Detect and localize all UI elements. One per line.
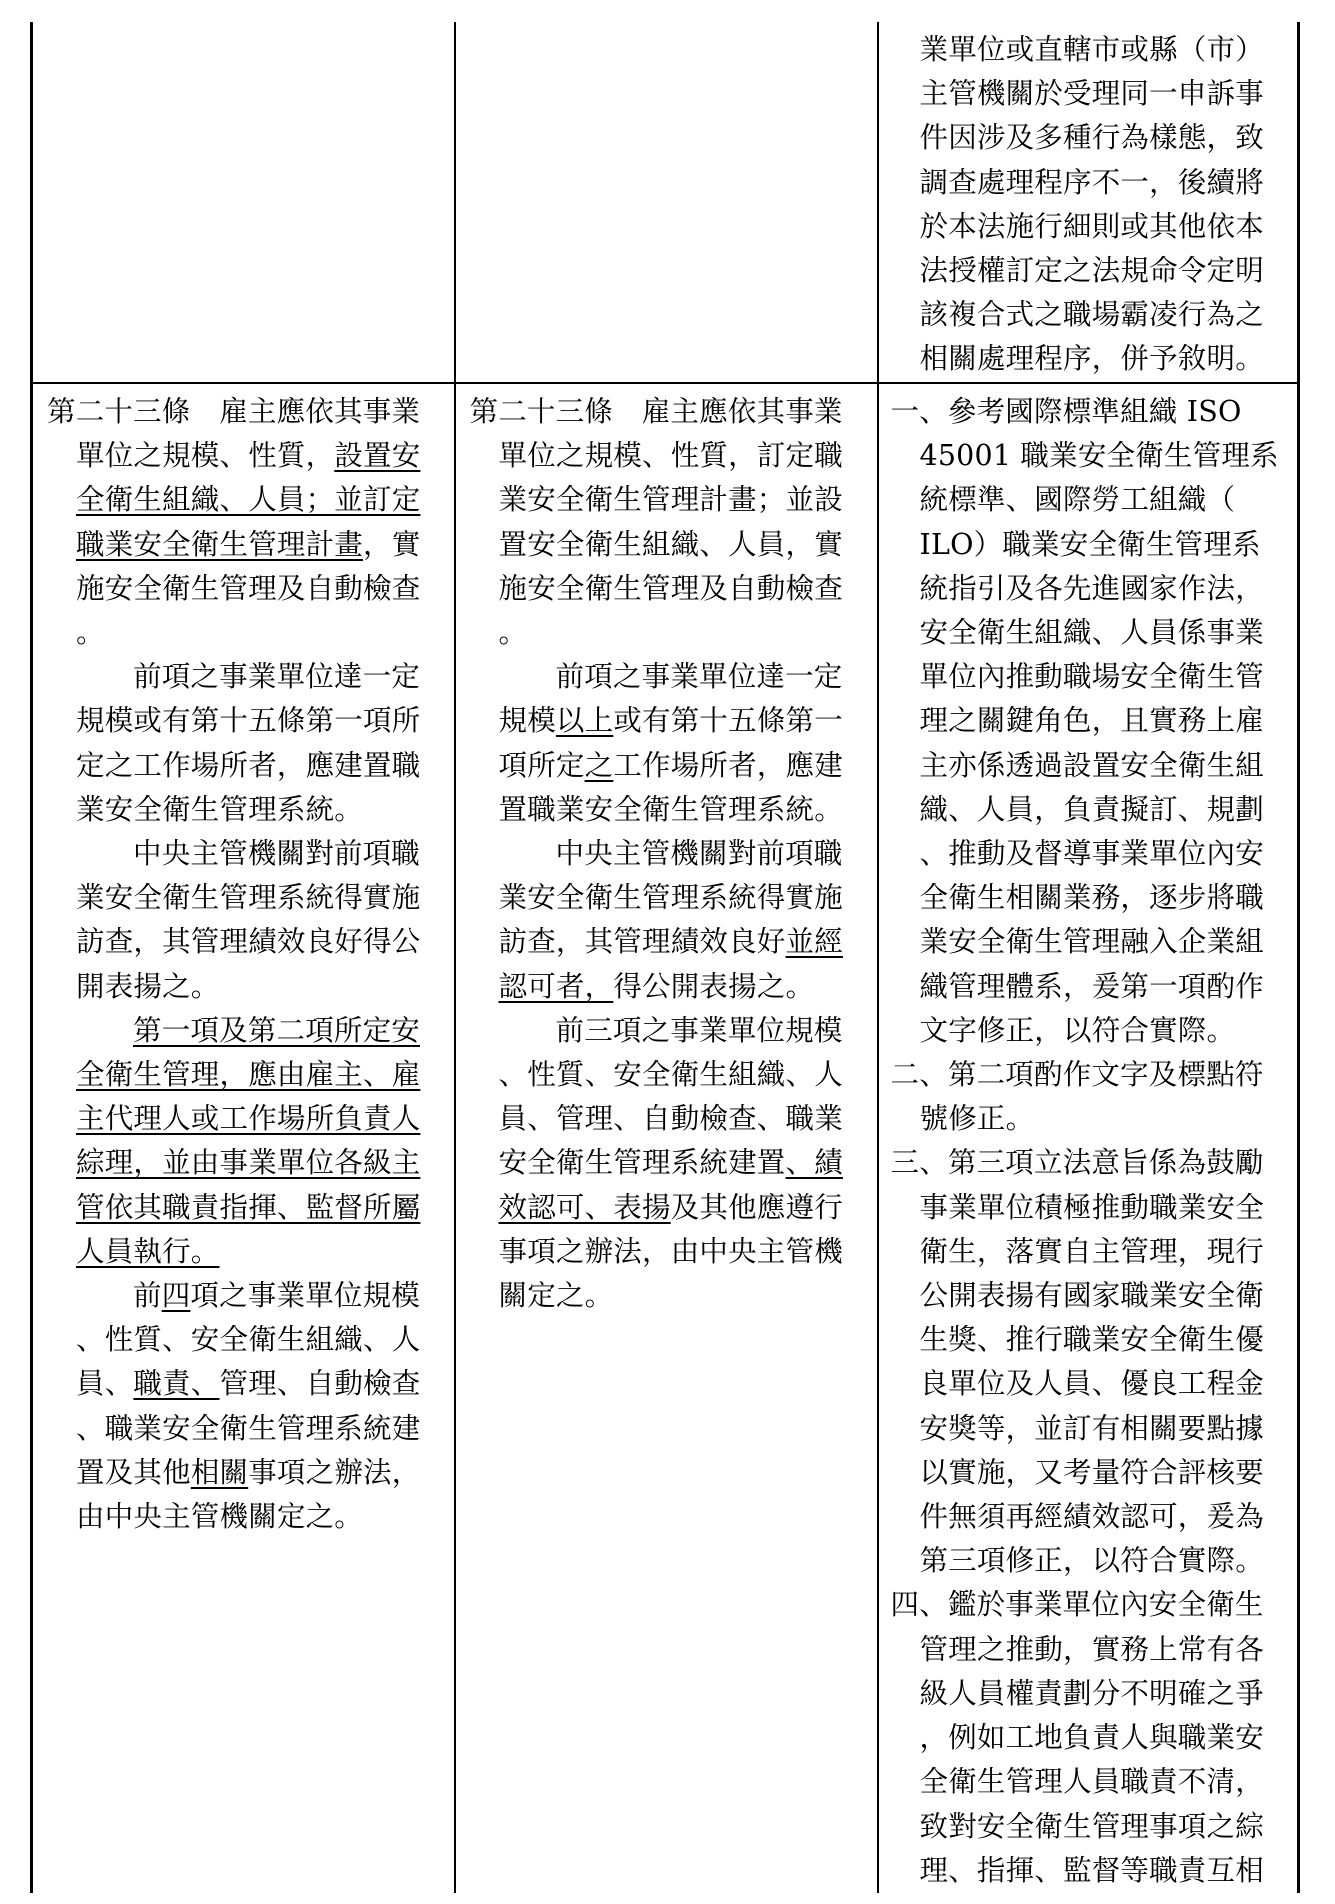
text-line: 主管機關於受理同一申訴事 [919, 77, 1264, 111]
text-line [47, 523, 440, 567]
text-line [47, 788, 440, 832]
text-line [891, 434, 1288, 478]
text-segment: 主亦係透過設置安全衛生組 [919, 748, 1264, 782]
text-segment: 、性質、安全衛生組織、人 [76, 1323, 421, 1357]
explanation-cell [878, 22, 1299, 383]
text-segment: 前項之事業單位達一定 [133, 660, 421, 694]
text-line [47, 434, 440, 478]
prev-explanation-continuation [879, 22, 1298, 382]
underlined-amendment: 並經 [785, 925, 843, 959]
text-segment: 由中央主管機關定之。 [76, 1500, 364, 1534]
text-segment: 號修正。 [919, 1102, 1035, 1136]
text-segment: 安全衛生組織、人員係事業 [919, 616, 1264, 650]
text-segment: 二、第二項酌作文字及標點符 [890, 1058, 1264, 1092]
text-segment: 業安全衛生管理系統得實施 [498, 881, 843, 915]
text-segment: 以實施，又考量符合評核要 [919, 1455, 1264, 1489]
text-line [47, 1141, 440, 1185]
text-segment: 員、管理、自動檢查、職業 [498, 1102, 843, 1136]
text-line [47, 832, 440, 876]
underlined-amendment: 職業安全衛生管理計畫 [76, 527, 364, 561]
text-line [470, 1053, 863, 1097]
underlined-amendment: 管依其職責指揮、監督所屬 [76, 1190, 421, 1224]
table-row [32, 22, 1299, 383]
underlined-amendment: 以上 [555, 704, 614, 738]
text-segment: 統指引及各先進國家作法， [919, 571, 1264, 605]
underlined-amendment: 第一項及第二項所定安 [133, 1013, 421, 1047]
text-segment: 三、第三項立法意旨係為鼓勵 [890, 1146, 1264, 1180]
text-line [470, 744, 863, 788]
text-segment: 項之事業單位規模 [190, 1279, 421, 1313]
text-segment: 理之關鍵角色，且實務上雇 [919, 704, 1264, 738]
text-line [47, 655, 440, 699]
explanation-article-23 [879, 384, 1298, 1893]
text-line [470, 567, 863, 611]
text-line [47, 1230, 440, 1274]
text-line [470, 478, 863, 522]
text-line [891, 478, 1288, 522]
text-line [470, 832, 863, 876]
text-segment: 安全衛生管理系統建置 [498, 1146, 786, 1180]
text-segment: 定之工作場所者，應建置職 [76, 748, 421, 782]
text-line [891, 876, 1288, 920]
text-line [47, 1186, 440, 1230]
text-line [891, 1009, 1288, 1053]
text-line [891, 1583, 1288, 1627]
text-line [47, 1362, 440, 1406]
text-segment: 中央主管機關對前項職 [555, 837, 843, 871]
text-segment: 織管理體系，爰第一項酌作 [919, 969, 1264, 1003]
text-line [891, 832, 1288, 876]
text-segment: 得公開表揚之。 [613, 969, 815, 1003]
underlined-amendment: 之 [584, 748, 614, 782]
text-line [891, 788, 1288, 832]
text-line [891, 1805, 1288, 1849]
text-line [891, 1407, 1288, 1451]
text-segment: 級人員權責劃分不明確之爭 [919, 1676, 1264, 1710]
text-segment: ，例如工地負責人與職業安 [919, 1721, 1264, 1755]
text-segment: 、職業安全衛生管理系統建 [76, 1411, 421, 1445]
text-line [47, 1274, 440, 1318]
text-segment: 業安全衛生管理融入企業組 [919, 925, 1264, 959]
text-segment: 訪查，其管理績效良好得公 [76, 925, 421, 959]
text-line [470, 655, 863, 699]
text-line [891, 611, 1288, 655]
text-segment: 開表揚之。 [76, 969, 220, 1003]
text-line [47, 1053, 440, 1097]
text-segment: 致對安全衛生管理事項之綜 [919, 1809, 1264, 1843]
text-line [891, 1141, 1288, 1185]
text-line [891, 1716, 1288, 1760]
current-text-cell [455, 22, 878, 383]
text-segment: 或有第十五條第一 [613, 704, 843, 738]
text-segment: 業安全衛生管理計畫；並設 [498, 483, 843, 517]
text-line [891, 655, 1288, 699]
text-line [47, 876, 440, 920]
text-segment: 第二十三條 雇主應依其事業 [469, 395, 843, 428]
text-segment: 第二十三條 雇主應依其事業 [47, 395, 421, 428]
text-line [470, 788, 863, 832]
text-line [47, 1318, 440, 1362]
text-line [891, 1274, 1288, 1318]
underlined-amendment: 全衛生管理，應由雇主、雇 [76, 1058, 421, 1092]
text-line [47, 1097, 440, 1141]
text-line [47, 920, 440, 964]
text-segment: 事項之辦法， [248, 1455, 421, 1489]
text-line [47, 1407, 440, 1451]
text-line [470, 1230, 863, 1274]
text-line [891, 1495, 1288, 1539]
text-line [891, 390, 1288, 434]
text-line [891, 1451, 1288, 1495]
text-line [470, 390, 863, 434]
text-segment: 生獎、推行職業安全衛生優 [919, 1323, 1264, 1357]
amended-article-23-cell [32, 383, 455, 1893]
text-line [891, 699, 1288, 743]
text-line [891, 1186, 1288, 1230]
underlined-amendment: 主代理人或工作場所負責人 [76, 1102, 421, 1136]
text-line [891, 1849, 1288, 1893]
text-line [47, 478, 440, 522]
text-line [470, 965, 863, 1009]
text-segment: 前項之事業單位達一定 [555, 660, 843, 694]
text-line [891, 744, 1288, 788]
text-line [891, 523, 1288, 567]
amended-article-23 [33, 384, 454, 1539]
underlined-amendment: 人員執行。 [76, 1234, 220, 1268]
text-line [470, 1141, 863, 1185]
text-segment: 規模 [498, 704, 556, 738]
table-row [32, 383, 1299, 1893]
text-line [470, 1009, 863, 1053]
underlined-amendment: 認可者， [498, 969, 614, 1003]
text-line [470, 1274, 863, 1318]
text-segment: 衛生，落實自主管理，現行 [919, 1234, 1264, 1268]
text-segment: 業安全衛生管理系統得實施 [76, 881, 421, 915]
text-segment: 、推動及督導事業單位內安 [919, 837, 1264, 871]
text-line [47, 744, 440, 788]
text-line: 調查處理程序不一，後續將 [919, 165, 1264, 199]
text-line [891, 1628, 1288, 1672]
text-segment: ，實 [363, 527, 421, 561]
text-segment: 前 [133, 1279, 162, 1313]
text-segment: 。 [498, 616, 528, 650]
text-segment: 安獎等，並訂有相關要點據 [919, 1411, 1264, 1445]
text-segment: 四、鑑於事業單位內安全衛生 [890, 1588, 1264, 1622]
underlined-amendment: 全衛生組織、人員；並訂定 [76, 483, 421, 517]
text-line [470, 1186, 863, 1230]
amended-text-cell [32, 22, 455, 383]
text-segment: 業安全衛生管理系統。 [76, 792, 364, 826]
text-segment: 員、 [76, 1367, 134, 1401]
underlined-amendment: 綜理，並由事業單位各級主 [76, 1146, 421, 1180]
text-line [47, 1451, 440, 1495]
text-segment: 第三項修正，以符合實際。 [919, 1544, 1264, 1578]
text-line [891, 1672, 1288, 1716]
text-line [47, 567, 440, 611]
document-page [30, 22, 1297, 1887]
text-line [891, 1362, 1288, 1406]
underlined-amendment: 設置安 [334, 439, 421, 473]
text-segment: 施安全衛生管理及自動檢查 [76, 571, 421, 605]
text-segment: 件無須再經績效認可，爰為 [919, 1500, 1264, 1534]
underlined-amendment: 四 [161, 1279, 191, 1313]
text-segment: 理、指揮、監督等職責互相 [919, 1853, 1264, 1887]
text-line: 該複合式之職場霸凌行為之 [919, 298, 1264, 332]
text-segment: ILO）職業安全衛生管理系 [919, 527, 1261, 561]
comparison-table [30, 22, 1300, 1893]
text-segment: 項所定 [498, 748, 585, 782]
explanation-article-23-cell [878, 383, 1299, 1893]
text-segment: 管理之推動，實務上常有各 [919, 1632, 1264, 1666]
text-line [891, 1097, 1288, 1141]
text-segment: 工作場所者，應建 [613, 748, 843, 782]
text-line: 法授權訂定之法規命令定明 [919, 254, 1264, 288]
text-line [47, 699, 440, 743]
text-line [891, 1230, 1288, 1274]
underlined-amendment: 、績 [785, 1146, 843, 1180]
text-segment: 中央主管機關對前項職 [133, 837, 421, 871]
text-line [891, 965, 1288, 1009]
text-segment: 關定之。 [498, 1279, 614, 1313]
text-segment: 置安全衛生組織、人員，實 [498, 527, 843, 561]
text-segment: 事項之辦法，由中央主管機 [498, 1234, 843, 1268]
underlined-amendment: 職責、 [133, 1367, 220, 1401]
text-line [47, 611, 440, 655]
text-segment: 文字修正，以符合實際。 [919, 1013, 1236, 1047]
text-line [470, 611, 863, 655]
current-article-23 [456, 384, 877, 1318]
text-line [891, 1539, 1288, 1583]
text-line: 業單位或直轄市或縣（市） [919, 33, 1264, 66]
text-line [470, 434, 863, 478]
text-segment: 管理、自動檢查 [219, 1367, 421, 1401]
text-line [891, 567, 1288, 611]
text-segment: 單位之規模、性質，訂定職 [498, 439, 843, 473]
text-segment: 。 [76, 616, 105, 650]
text-line [891, 1053, 1288, 1097]
text-line [470, 1097, 863, 1141]
underlined-amendment: 相關 [190, 1455, 249, 1489]
text-segment: 規模或有第十五條第一項所 [76, 704, 421, 738]
text-line [470, 699, 863, 743]
current-article-23-cell [455, 383, 878, 1893]
text-segment: 單位之規模、性質， [76, 439, 335, 473]
text-segment: 公開表揚有國家職業安全衛 [919, 1279, 1264, 1313]
text-segment: 置職業安全衛生管理系統。 [498, 792, 843, 826]
text-line [47, 1009, 440, 1053]
text-line [891, 920, 1288, 964]
underlined-amendment: 效認可、表揚 [498, 1190, 671, 1224]
text-segment: 施安全衛生管理及自動檢查 [498, 571, 843, 605]
text-segment: 統標準、國際勞工組織（ [919, 483, 1236, 517]
text-line [891, 1318, 1288, 1362]
text-segment: 及其他應遵行 [670, 1190, 843, 1224]
text-line: 件因涉及多種行為樣態，致 [919, 121, 1264, 155]
text-segment: 良單位及人員、優良工程金 [919, 1367, 1264, 1401]
text-line [47, 965, 440, 1009]
text-line [47, 390, 440, 434]
text-segment: 一、參考國際標準組織 ISO [890, 395, 1242, 428]
text-line [470, 920, 863, 964]
text-segment: 單位內推動職場安全衛生管 [919, 660, 1264, 694]
text-line: 相關處理程序，併予敘明。 [919, 342, 1264, 376]
text-segment: 、性質、安全衛生組織、人 [498, 1058, 843, 1092]
text-line [47, 1495, 440, 1539]
text-segment: 全衛生相關業務，逐步將職 [919, 881, 1264, 915]
text-segment: 訪查，其管理績效良好 [498, 925, 786, 959]
text-segment: 織、人員，負責擬訂、規劃 [919, 792, 1264, 826]
text-segment: 45001 職業安全衛生管理系 [919, 439, 1279, 473]
text-line [470, 523, 863, 567]
text-segment: 事業單位積極推動職業安全 [919, 1190, 1264, 1224]
text-segment: 置及其他 [76, 1455, 191, 1489]
text-segment: 前三項之事業單位規模 [555, 1013, 843, 1047]
text-line [470, 876, 863, 920]
text-segment: 全衛生管理人員職責不清， [919, 1765, 1264, 1799]
text-line [891, 1760, 1288, 1804]
text-line: 於本法施行細則或其他依本 [919, 209, 1264, 243]
